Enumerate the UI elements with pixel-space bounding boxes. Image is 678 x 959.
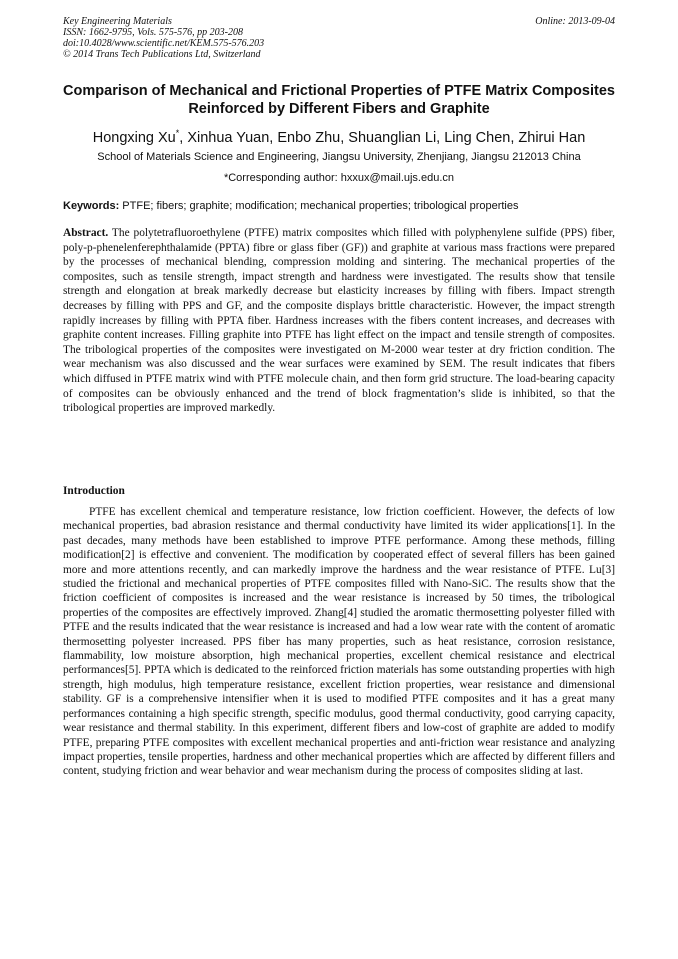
author-list <box>63 124 615 147</box>
affiliation: School of Materials Science and Engineering, Jiangsu University, Zhenjiang, Jiangsu 212013 China <box>97 151 581 163</box>
abstract-label: Abstract. <box>63 227 109 239</box>
keywords <box>63 199 615 213</box>
keywords-text: PTFE; fibers; graphite; modification; mechanical properties; tribological properties <box>119 200 519 212</box>
corresponding-mark: * <box>175 128 180 138</box>
other-authors: , Xinhua Yuan, Enbo Zhu, Shuanglian Li, Ling Chen, Zhirui Han <box>179 129 586 146</box>
abstract <box>63 226 615 416</box>
doi-line: doi:10.4028/www.scientific.net/KEM.575-576.203 <box>63 38 265 49</box>
issn-line: ISSN: 1662-9795, Vols. 575-576, pp 203-208 <box>63 27 243 38</box>
introduction-paragraph: PTFE has excellent chemical and temperature resistance, low friction coefficient. However, the defects of low mechanical properties, bad abrasion resistance and thermal conductivity have limited its wider applications[1]. In the past decades, many methods have been established to improve PTFE performance. Among these methods, filling modification[2] is effective and convenient. The modification by cooperated effect of several fillers has been gained more and more attentions recently, and can markedly improve the hardness and the wear resistance of PTFE. Lu[3] studied the frictional and mechanical properties of PTFE composites filled with Nano-SiC. The results show that the friction coefficient of composites is increased and the wear resistance is increased by 50 times, the tribological properties of the composites are effectively improved. Zhang[4] studied the aromatic thermosetting polyester filled with PTFE and the results indicated that the wear resistance is increased and had a low wear rate with the content of aromatic thermosetting polyester increased. PPS fiber has many properties, such as heat resistance, corrosion resistance, flammability, low moisture absorption, high mechanical properties, excellent chemical resistance and electrical performances[5]. PPTA which is dedicated to the reinforced friction materials has some outstanding properties with high strength, high modulus, high temperature resistance, excellent friction properties, wear resistance and dimensional stability. GF is a comprehensive intensifier when it is used to modified PTFE composites and it has a great many performances containing a high specific strength, specific modulus, good thermal conductivity, good carrying capacity, wear resistance and thermal stability. In this experiment, different fibers and low-cost of graphite are added to modify PTFE, preparing PTFE composites with excellent mechanical properties and anti-friction wear resistance and analyzing impact properties, tensile properties, hardness and other mechanical properties which are affected by different fillers and content, studying friction and wear behavior and wear mechanism during the process of composites sliding at last. <box>63 506 615 778</box>
copyright-line: © 2014 Trans Tech Publications Ltd, Switzerland <box>63 49 261 60</box>
abstract-text: The polytetrafluoroethylene (PTFE) matrix composites which filled with polyphenylene sulfide (PPS) fiber, poly-p-phenelenferephthalamide (PPTA) fibre or glass fiber (GF)) and graphite at various mass fractions were prepared by the processes of mechanical blending, compression molding and sintering. The mechanical properties of the composites, such as tensile strength, impact strength and hardness were investigated. The results show that tensile strength and elongation at break markedly decrease but elasticity increases by filling with fibers. Impact strength decreases by filling with PPS and GF, and the composite displays brittle characteristic. However, the impact strength rapidly increases by filling with PPTA fiber. Hardness increases with the fibers content increases, and decreases with graphite content increases. Filling graphite into PTFE has light effect on the impact and tensile strength of composites. The tribological properties of the composites were investigated on M-2000 wear tester at dry friction condition. The wear mechanism was also discussed and the wear surfaces were examined by SEM. The result indicates that fibers which diffused in PTFE matrix wind with PTFE molecule chain, and then form grid structure. The load-bearing capacity of composites can be obviously enhanced and the trend of block fragmentation’s slide is inhibited, so that the tribological properties are improved markedly. <box>63 227 615 415</box>
corresponding-author: *Corresponding author: hxxux@mail.ujs.edu.cn <box>223 172 455 184</box>
first-author: Hongxing Xu <box>92 129 176 146</box>
online-date: Online: 2013-09-04 <box>535 16 615 27</box>
journal-name: Key Engineering Materials <box>63 16 172 27</box>
section-heading-introduction: Introduction <box>63 485 125 497</box>
keywords-label: Keywords: <box>63 200 120 212</box>
journal-header <box>63 16 615 60</box>
paper-title: Comparison of Mechanical and Frictional Properties of PTFE Matrix Composites Reinforced by Different Fibers and Graphite <box>63 83 615 117</box>
